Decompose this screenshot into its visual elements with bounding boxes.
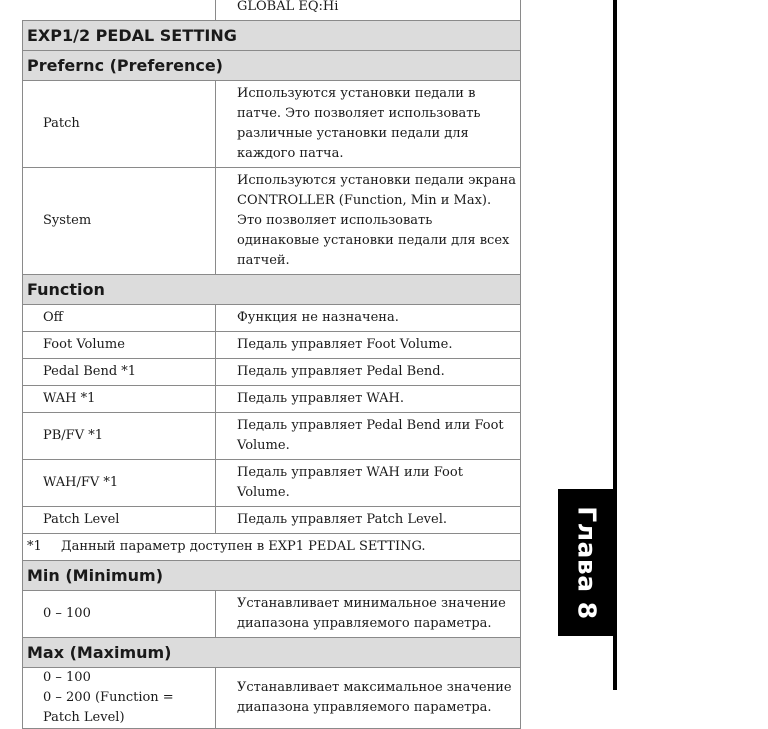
table-row <box>23 0 521 21</box>
table-row <box>23 668 521 729</box>
desc-cell: Педаль управляет WAH. <box>216 386 521 413</box>
table-row <box>23 305 521 332</box>
param-cell: Foot Volume <box>23 332 216 359</box>
footnote <box>23 534 521 561</box>
table-row <box>23 386 521 413</box>
section-header-min <box>23 561 521 591</box>
param-line: 0 – 200 (Function = <box>43 690 174 705</box>
desc-cell: Функция не назначена. <box>216 305 521 332</box>
section-header-pedal-setting <box>23 21 521 51</box>
param-cell: Patch <box>23 81 216 168</box>
param-cell <box>23 668 216 729</box>
section-header-max <box>23 638 521 668</box>
table-row <box>23 413 521 460</box>
section-title: Min (Minimum) <box>23 561 521 591</box>
desc-cell: Педаль управляет Pedal Bend или Foot Volume. <box>216 413 521 460</box>
section-header-preference <box>23 51 521 81</box>
desc-cell: Используются установки педали в патче. Это позволяет использовать различные установки педали для каждого патча. <box>216 81 521 168</box>
section-title: Prefernc (Preference) <box>23 51 521 81</box>
settings-table <box>22 0 521 729</box>
param-cell: Pedal Bend *1 <box>23 359 216 386</box>
table-row <box>23 359 521 386</box>
desc-cell: Устанавливает минимальное значение диапазона управляемого параметра. <box>216 591 521 638</box>
global-eq-value: GLOBAL EQ:Hi <box>216 0 521 21</box>
section-title: EXP1/2 PEDAL SETTING <box>23 21 521 51</box>
param-cell: Off <box>23 305 216 332</box>
desc-cell: Педаль управляет Pedal Bend. <box>216 359 521 386</box>
desc-cell: Используются установки педали экрана CONTROLLER (Function, Min и Max). Это позволяет использовать одинаковые установки педали для всех патчей. <box>216 168 521 275</box>
param-line: Patch Level) <box>43 710 125 725</box>
table-row <box>23 332 521 359</box>
table-row <box>23 168 521 275</box>
section-title: Max (Maximum) <box>23 638 521 668</box>
table-row <box>23 460 521 507</box>
param-cell: Patch Level <box>23 507 216 534</box>
desc-cell: Педаль управляет Patch Level. <box>216 507 521 534</box>
desc-cell: Педаль управляет WAH или Foot Volume. <box>216 460 521 507</box>
footnote-mark: *1 <box>27 539 42 554</box>
param-line: 0 – 100 <box>43 670 91 685</box>
section-header-function <box>23 275 521 305</box>
footnote-row <box>23 534 521 561</box>
param-cell: System <box>23 168 216 275</box>
chapter-tab <box>558 489 615 636</box>
param-cell: 0 – 100 <box>23 591 216 638</box>
empty-cell <box>23 0 216 21</box>
param-cell: WAH *1 <box>23 386 216 413</box>
table-row <box>23 81 521 168</box>
table-row <box>23 591 521 638</box>
footnote-text: Данный параметр доступен в EXP1 PEDAL SETTING. <box>61 539 426 554</box>
desc-cell: Педаль управляет Foot Volume. <box>216 332 521 359</box>
chapter-label: Глава 8 <box>572 505 601 620</box>
desc-cell: Устанавливает максимальное значение диапазона управляемого параметра. <box>216 668 521 729</box>
param-cell: WAH/FV *1 <box>23 460 216 507</box>
section-title: Function <box>23 275 521 305</box>
param-cell: PB/FV *1 <box>23 413 216 460</box>
table-row <box>23 507 521 534</box>
